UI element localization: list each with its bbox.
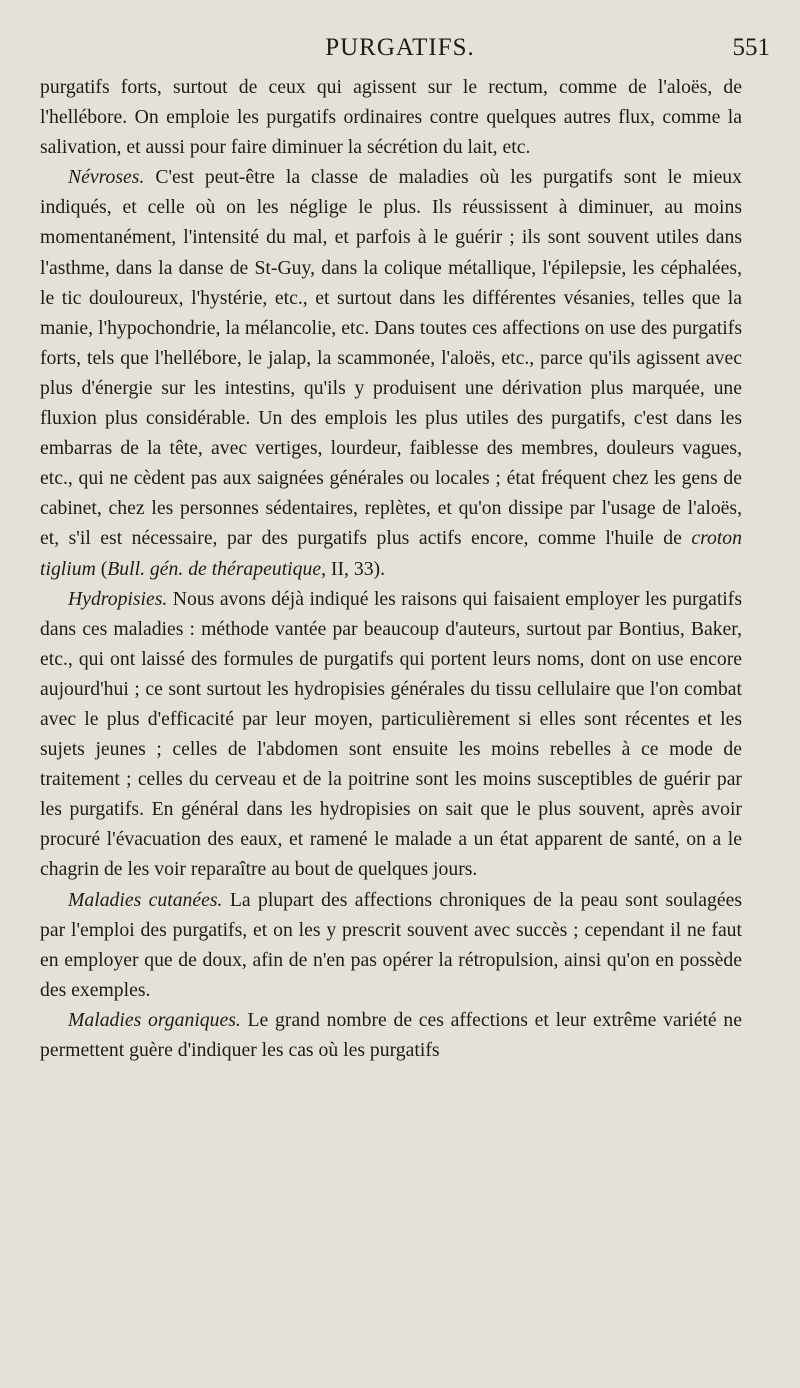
citation-italic: Bull. gén. de thérapeutique	[107, 557, 322, 580]
section-heading-maladies-organiques: Maladies organiques.	[68, 1008, 241, 1031]
text-segment: purgatifs forts, surtout de ceux qui agissent sur le rectum, comme de l'aloës, de l'hellébore. On emploie les purgatifs ordinaires contre quelques autres flux, comme la salivation, et aussi pour faire diminuer la sécrétion du lait, etc.	[40, 76, 742, 159]
text-segment: Le grand nombre de ces affections et leur extrême variété ne permettent guère d'indiquer les cas où les purgatifs	[40, 1008, 742, 1061]
text-segment: Nous avons déjà indiqué les raisons qui faisaient employer les purgatifs dans ces maladies : méthode vantée par beaucoup d'auteurs, surtout par Bontius, Baker, etc., qui ont laissé des formules de purgatifs qui portent leurs noms, dont on use encore aujourd'hui ; ce sont surtout les hydropisies générales du tissu cellulaire que l'on combat avec le plus d'efficacité par leur moyen, particulièrement si elles sont récentes et les sujets jeunes ; celles de l'abdomen sont ensuite les moins rebelles à ce mode de traitement ; celles du cerveau et de la poitrine sont les moins susceptibles de guérir par les purgatifs. En général dans les hydropisies on sait que le plus souvent, après avoir procuré l'évacuation des eaux, et ramené le malade a un état apparent de santé, on a le chagrin de les voir reparaître au bout de quelques jours.	[40, 587, 742, 881]
page-header	[0, 34, 800, 68]
text-segment: , II, 33).	[321, 557, 386, 580]
page-body	[40, 72, 742, 1065]
page-number: 551	[732, 34, 770, 61]
text-segment: (	[95, 557, 108, 580]
paragraph-maladies-cutanees	[40, 885, 742, 1005]
running-title: PURGATIFS.	[325, 34, 475, 61]
paragraph-nevroses	[40, 162, 742, 583]
text-segment-italic: croton tiglium	[40, 527, 742, 580]
section-heading-nevroses: Névroses.	[68, 166, 145, 189]
text-segment: C'est peut-être la classe de maladies où les purgatifs sont le mieux indiqués, et celle où on les néglige le plus. Ils réussissent à diminuer, au moins momentanément, l'intensité du mal, et parfois à le guérir ; ils sont souvent utiles dans l'asthme, dans la danse de St-Guy, dans la colique métallique, l'épilepsie, les céphalées, le tic douloureux, l'hystérie, etc., et surtout dans les différentes vésanies, telles que la manie, l'hypochondrie, la mélancolie, etc. Dans toutes ces affections on use des purgatifs forts, tels que l'hellébore, le jalap, la scammonée, l'aloës, etc., parce qu'ils agissent avec plus d'énergie sur les intestins, qu'ils y produisent une dérivation plus marquée, une fluxion plus considérable. Un des emplois les plus utiles des purgatifs, c'est dans les embarras de la tête, avec vertiges, lourdeur, faiblesse des membres, douleurs vagues, etc., qui ne cèdent pas aux saignées générales ou locales ; état fréquent chez les gens de cabinet, chez les personnes sédentaires, replètes, et qu'on dissipe par l'usage de l'aloës, et, s'il est nécessaire, par des purgatifs plus actifs encore, comme l'huile de	[40, 166, 742, 550]
section-heading-maladies-cutanees: Maladies cutanées.	[68, 888, 223, 911]
text-segment: La plupart des affections chroniques de la peau sont soulagées par l'emploi des purgatifs, et on les y prescrit souvent avec succès ; cependant il ne faut en employer que de doux, afin de n'en pas opérer la rétropulsion, ainsi qu'on en possède des exemples.	[40, 888, 742, 1001]
paragraph-hydropisies	[40, 584, 742, 885]
paragraph-continuation	[40, 72, 742, 162]
section-heading-hydropisies: Hydropisies.	[68, 587, 168, 610]
paragraph-maladies-organiques	[40, 1005, 742, 1065]
